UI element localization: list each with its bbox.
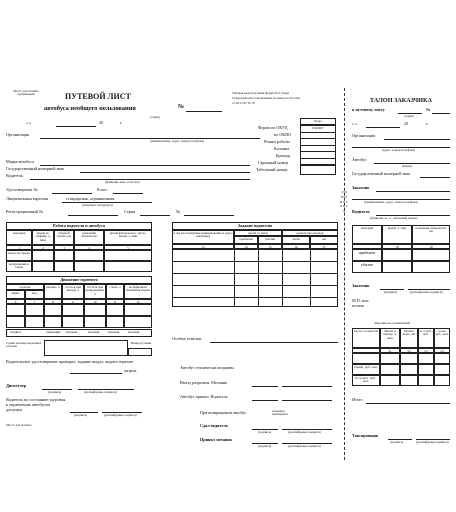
fuel-cell[interactable] bbox=[84, 316, 106, 328]
coupon-driver-hint: (фамилия, и., о., табельный номер) bbox=[370, 216, 418, 220]
calc-cell[interactable] bbox=[418, 364, 434, 375]
cut-line-label: Л И Н И Я О Т Р Е З А bbox=[340, 190, 348, 214]
fio-hint: (фамилия, имя, отчество) bbox=[105, 180, 140, 184]
time-col-0: операция bbox=[352, 225, 382, 244]
time-num-1: 19 bbox=[412, 244, 450, 249]
work-row-exit: выезд из гаража bbox=[6, 250, 32, 261]
calc-cell[interactable] bbox=[380, 353, 400, 364]
calc-cell[interactable] bbox=[400, 364, 418, 375]
calc-cell[interactable] bbox=[434, 364, 450, 375]
coupon-bus-label: Автобус bbox=[352, 157, 367, 162]
fuel-cell[interactable] bbox=[124, 316, 152, 328]
sig-row-label-2: механик bbox=[66, 330, 78, 334]
coupon-customer-label: Заказчик bbox=[352, 185, 370, 190]
time-col-1: время, ч, мин bbox=[382, 225, 412, 244]
sig-row-label-4: механик bbox=[108, 330, 120, 334]
sig-row-box bbox=[6, 329, 152, 337]
class-label: Класс bbox=[97, 187, 108, 192]
license-label: Удостоверение № bbox=[6, 187, 38, 192]
stamp-place-top: Место для штампа организации bbox=[13, 89, 39, 97]
coupon-taxer-decrypt-hint: (расшифровка подписи) bbox=[416, 440, 449, 444]
fuel-sub-1: код bbox=[25, 290, 44, 299]
calc-col-0: Расчет стоимости bbox=[352, 328, 380, 348]
taxi-num-box[interactable] bbox=[128, 348, 152, 356]
liters-label: литров bbox=[124, 368, 137, 373]
coupon-cust-sig-hint: (подпись) bbox=[384, 290, 398, 294]
coupon-driver-label: Водитель bbox=[352, 209, 370, 214]
return-state-label: При возвращении автобус bbox=[200, 410, 247, 415]
coupon-to-waybill: к путевому листу bbox=[352, 107, 385, 112]
date-year-suffix: г. bbox=[120, 120, 123, 125]
calc-col-2: Пробег всего, км bbox=[400, 328, 418, 348]
time-cell[interactable] bbox=[382, 249, 412, 261]
okpo-label: по ОКПО bbox=[274, 132, 292, 137]
task-body[interactable] bbox=[172, 249, 338, 307]
fuel-num-0: 6 bbox=[6, 299, 25, 304]
coupon-cust-decrypt-hint: (расшифровка подписи) bbox=[410, 290, 443, 294]
exit-ok-label: Выезд разрешен. Механик bbox=[180, 380, 228, 385]
time-cell[interactable] bbox=[412, 249, 450, 261]
calc-cell[interactable] bbox=[418, 375, 434, 386]
handed-decrypt-hint: (расшифровка подписи) bbox=[288, 430, 321, 434]
coupon-number-sign: № bbox=[426, 107, 431, 112]
work-col-1: время по графику, ч, мин bbox=[32, 230, 54, 245]
sig-row-label-3: механик bbox=[88, 330, 100, 334]
num2-label: № bbox=[176, 209, 180, 214]
stamp-place-bottom: Место для штампа bbox=[6, 423, 32, 427]
fuel-col-1: выдано, л bbox=[44, 284, 62, 299]
task-num-3: 16 bbox=[282, 244, 310, 249]
work-cell[interactable] bbox=[74, 250, 104, 261]
marks-label: Особые отметки bbox=[172, 336, 202, 341]
state-hint: исправен неисправен bbox=[272, 409, 288, 417]
series2-label: Серия bbox=[124, 209, 135, 214]
coupon-filled-by-org: Заполняется организацией bbox=[374, 321, 411, 325]
work-num-4: 5 bbox=[104, 245, 152, 250]
sig-row-label-5: механик bbox=[128, 330, 140, 334]
work-row-return: возвращение в гараж bbox=[6, 261, 32, 272]
sig-row-label-0: подпись bbox=[10, 330, 22, 334]
fuel-cell[interactable] bbox=[106, 316, 124, 328]
waybill-number-sign: № bbox=[178, 104, 185, 110]
fuel-col-5: коэффициент изменения нормы bbox=[124, 284, 152, 299]
calc-num-2: 23 bbox=[418, 348, 434, 353]
task-table-title: Задание водителю bbox=[172, 222, 338, 230]
task-col-0: в чье распоряжение (наименование и адрес заказчика) bbox=[172, 230, 234, 244]
brigade-label: Бригада bbox=[276, 153, 291, 158]
work-mode-label: Режим работы bbox=[264, 139, 290, 144]
fuel-num-4: 10 bbox=[84, 299, 106, 304]
form-info-1: Типовая межотраслевая форма № 6 (спец) bbox=[232, 91, 290, 95]
fuel-sub-0: марка bbox=[6, 290, 25, 299]
fuel-num-3: 9 bbox=[62, 299, 84, 304]
task-sub-2: часов bbox=[282, 236, 310, 244]
bus-ok-label: Автобус технически исправен. bbox=[180, 365, 235, 370]
work-num-0: 1 bbox=[6, 245, 32, 250]
calc-cell[interactable] bbox=[352, 353, 380, 364]
time-row-arrival: прибытие bbox=[352, 249, 382, 261]
sum-box[interactable] bbox=[44, 340, 128, 356]
fuel-cell[interactable] bbox=[44, 316, 62, 328]
fuel-cell[interactable] bbox=[106, 304, 124, 316]
coupon-taxer-sig-hint: (подпись) bbox=[390, 440, 404, 444]
date-month-line bbox=[56, 126, 96, 127]
coupon-gov-number: Государственный номерной знак bbox=[352, 171, 411, 176]
calc-cell[interactable] bbox=[434, 375, 450, 386]
fuel-cell[interactable] bbox=[62, 316, 84, 328]
work-cell[interactable] bbox=[32, 261, 54, 272]
calc-cell[interactable] bbox=[380, 375, 400, 386]
work-num-2: 3 bbox=[54, 245, 74, 250]
org-hint: (наименование, адрес, номер телефона) bbox=[150, 139, 204, 143]
cert-checked-label: Водительское удостоверение проверил, задание выдал, выдать горючее bbox=[6, 359, 134, 364]
form-info-3: от 28.11.97 № 78 bbox=[232, 101, 255, 105]
reg-label: Регистрационный № bbox=[6, 209, 43, 214]
time-row-departure: убытие bbox=[352, 261, 382, 273]
mech-sig-hint: (подпись) bbox=[258, 444, 272, 448]
time-col-2: показания спидометра, км bbox=[412, 225, 450, 244]
calc-num-1: 22 bbox=[400, 348, 418, 353]
task-num-2: 15 bbox=[258, 244, 282, 249]
fuel-num-6: 12 bbox=[124, 299, 152, 304]
codes-label: Коды bbox=[314, 118, 322, 123]
lic-card-label: Лицензионная карточка bbox=[6, 196, 49, 201]
calc-col-4: за км, руб., коп. bbox=[434, 328, 450, 348]
task-num-4: 17 bbox=[310, 244, 338, 249]
coupon-date-quote: « » bbox=[352, 121, 358, 126]
waybill-subtitle: автобуса необщего пользования bbox=[44, 105, 136, 112]
mech-decrypt-hint: (расшифровка подписи) bbox=[288, 444, 321, 448]
calc-num-3: 24 bbox=[434, 348, 450, 353]
fuel-table-title: Движение горючего bbox=[6, 276, 152, 284]
date-quote: « » bbox=[26, 120, 32, 125]
work-num-3: 4 bbox=[74, 245, 104, 250]
task-sub-1: убытия bbox=[258, 236, 282, 244]
coupon-org-label: Организация bbox=[352, 133, 376, 138]
fuel-num-5: 11 bbox=[106, 299, 124, 304]
driver-label: Водитель bbox=[6, 173, 23, 178]
waybill-title: ПУТЕВОЙ ЛИСТ bbox=[65, 92, 131, 101]
bus-brand-label: Марка автобуса bbox=[6, 159, 34, 164]
coupon-title: ТАЛОН ЗАКАЗЧИКА bbox=[370, 97, 432, 104]
calc-num-0: 21 bbox=[380, 348, 400, 353]
okud-label: Форма по ОКУД bbox=[258, 125, 288, 130]
coupon-mp: М.П. или штамп bbox=[352, 298, 369, 309]
work-num-1: 2 bbox=[32, 245, 54, 250]
coupon-customer-hint: (наименование, адрес, номер телефона) bbox=[364, 200, 418, 204]
fuel-num-1: 7 bbox=[25, 299, 44, 304]
garage-number-label: Гаражный номер bbox=[258, 160, 289, 165]
series-hint: (серия) bbox=[150, 115, 160, 119]
date-year: 20 bbox=[99, 120, 104, 125]
cut-line bbox=[344, 88, 345, 460]
fuel-cell[interactable] bbox=[62, 304, 84, 316]
driver-health-label: Водитель по состоянию здоровья к управлению автобусом допущен bbox=[6, 397, 66, 412]
calc-col-3: за ч, руб., коп. bbox=[418, 328, 434, 348]
work-table-title: Работа водителя и автобуса bbox=[6, 222, 152, 230]
coupon-org-hint: (адрес, номер телефона) bbox=[382, 148, 415, 152]
task-num-0: 13 bbox=[172, 244, 234, 249]
calc-row-payment: К оплате, руб., коп. bbox=[352, 375, 380, 386]
time-cell[interactable] bbox=[382, 261, 412, 273]
taxi-num-label: Номер путевки bbox=[130, 341, 152, 345]
disp-decrypt-hint: (расшифровка подписи) bbox=[84, 390, 117, 394]
task-sub-3: км bbox=[310, 236, 338, 244]
work-cell[interactable] bbox=[32, 250, 54, 261]
accepted-label: Автобус принял. Водитель bbox=[180, 394, 228, 399]
tab-number-label: Табельный номер bbox=[256, 167, 288, 172]
tab-number-box bbox=[300, 165, 336, 175]
calc-cell[interactable] bbox=[434, 353, 450, 364]
lic-card-hint: стандартная, ограниченная bbox=[66, 196, 115, 201]
handed-sig-hint: (подпись) bbox=[258, 430, 272, 434]
coupon-series-hint: (серия) bbox=[404, 114, 414, 118]
fuel-col-2: остаток при выезде, л bbox=[62, 284, 84, 299]
time-cell[interactable] bbox=[412, 261, 450, 273]
coupon-total-label: Итого bbox=[352, 397, 363, 402]
calc-row-tariff: Тариф, руб., коп. bbox=[352, 364, 380, 375]
fuel-col-3: остаток при возвращении, л bbox=[84, 284, 106, 299]
lic-card-hint2: (ненужное зачеркнуть) bbox=[82, 203, 114, 207]
coupon-date-year: 20 bbox=[404, 121, 409, 126]
sum-label: Сумма и номер выданных талонов bbox=[6, 341, 42, 349]
coupon-taxer-label: Таксировщик bbox=[352, 433, 379, 438]
calc-cell[interactable] bbox=[400, 375, 418, 386]
fuel-cell[interactable] bbox=[84, 304, 106, 316]
work-col-3: показания спидометра bbox=[74, 230, 104, 245]
calc-cell[interactable] bbox=[400, 353, 418, 364]
health-decrypt-hint: (расшифровка подписи) bbox=[104, 413, 137, 417]
sig-row-label-1: заправщик bbox=[46, 330, 61, 334]
column-label: Колонна bbox=[274, 146, 290, 151]
waybill-number-line bbox=[186, 111, 222, 112]
coupon-date-suffix: г. bbox=[426, 121, 429, 126]
form-info-2: Утверждена Постановлением Госкомстата России bbox=[232, 96, 300, 100]
handed-label: Сдал водитель bbox=[200, 423, 228, 428]
work-cell[interactable] bbox=[104, 250, 152, 261]
fuel-col-4: сдано, л bbox=[106, 284, 124, 299]
fuel-cell[interactable] bbox=[6, 316, 25, 328]
coupon-bus-hint: (марка) bbox=[402, 164, 413, 168]
work-col-2: нулевой пробег, км bbox=[54, 230, 74, 245]
work-col-4: время фактическое, число, месяц, ч, мин bbox=[104, 230, 152, 245]
fuel-cell[interactable] bbox=[25, 316, 44, 328]
work-cell[interactable] bbox=[54, 250, 74, 261]
health-sig-hint: (подпись) bbox=[74, 413, 88, 417]
coupon-customer-sig: Заказчик bbox=[352, 283, 370, 288]
fuel-num-2: 8 bbox=[44, 299, 62, 304]
fuel-cell[interactable] bbox=[25, 304, 44, 316]
gov-number-label: Государственный номерной знак bbox=[6, 166, 65, 171]
task-col-1: время (ч, мин) bbox=[234, 230, 282, 236]
work-cell[interactable] bbox=[74, 261, 104, 272]
org-label: Организация bbox=[6, 132, 30, 137]
fuel-cell[interactable] bbox=[6, 304, 25, 316]
accepted-mech-label: Принял механик bbox=[200, 437, 233, 442]
okud-value: 0345007 bbox=[312, 125, 324, 130]
calc-cell[interactable] bbox=[380, 364, 400, 375]
time-num-0: 18 bbox=[382, 244, 412, 249]
calc-col-1: Время в наряде, ч, мин bbox=[380, 328, 400, 348]
work-cell[interactable] bbox=[104, 261, 152, 272]
task-num-1: 14 bbox=[234, 244, 258, 249]
work-cell[interactable] bbox=[54, 261, 74, 272]
fuel-cell[interactable] bbox=[44, 304, 62, 316]
calc-cell[interactable] bbox=[418, 353, 434, 364]
work-col-0: операция bbox=[6, 230, 32, 245]
fuel-cell[interactable] bbox=[124, 304, 152, 316]
fuel-col-0: горючее bbox=[6, 284, 44, 290]
dispatcher-label: Диспетчер bbox=[6, 383, 27, 388]
task-col-2: количество поездок bbox=[282, 230, 338, 236]
task-sub-0: прибытия bbox=[234, 236, 258, 244]
disp-sig-hint: (подпись) bbox=[48, 390, 62, 394]
